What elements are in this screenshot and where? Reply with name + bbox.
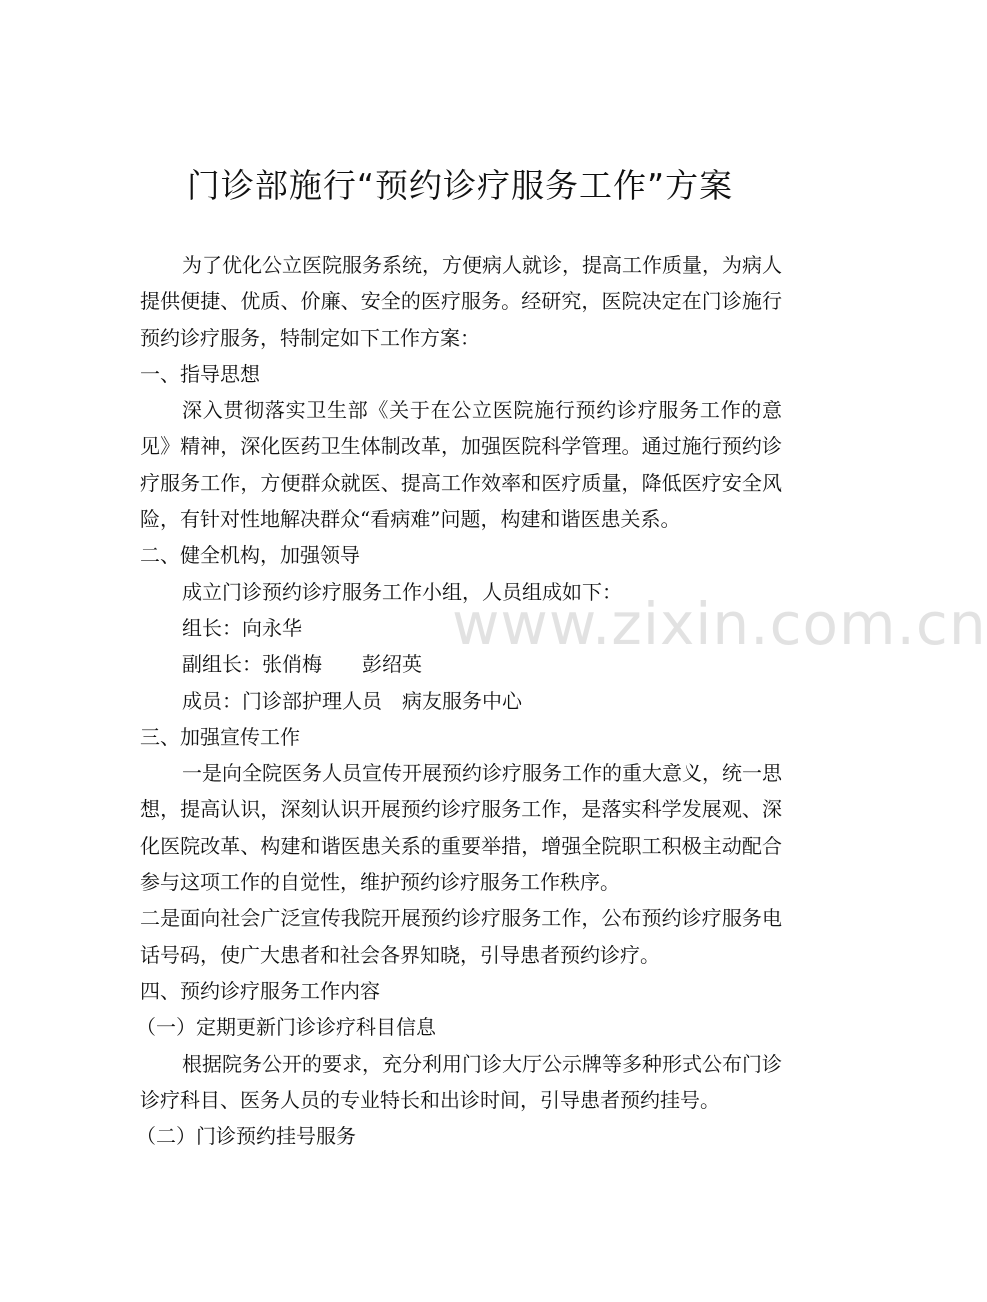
section-3-heading: 三、加强宣传工作 xyxy=(140,724,300,749)
section-3-paragraph-2: 二是面向社会广泛宣传我院开展预约诊疗服务工作，公布预约诊疗服务电话号码，使广大患者和社会各界知晓，引导患者预约诊疗。 xyxy=(140,906,782,967)
section-1-heading: 一、指导思想 xyxy=(140,361,260,386)
group-deputy: 副组长：张俏梅 彭绍英 xyxy=(182,652,422,677)
section-4-heading: 四、预约诊疗服务工作内容 xyxy=(140,978,380,1003)
section-2-intro: 成立门诊预约诊疗服务工作小组，人员组成如下： xyxy=(182,579,622,604)
subsection-1-paragraph: 根据院务公开的要求，充分利用门诊大厅公示牌等多种形式公布门诊诊疗科目、医务人员的专业特长和出诊时间，引导患者预约挂号。 xyxy=(140,1051,782,1112)
group-members: 成员：门诊部护理人员 病友服务中心 xyxy=(182,688,522,713)
group-leader: 组长：向永华 xyxy=(182,615,302,640)
section-2-heading: 二、健全机构，加强领导 xyxy=(140,543,360,568)
section-3-paragraph-1: 一是向全院医务人员宣传开展预约诊疗服务工作的重大意义，统一思想，提高认识，深刻认识开展预约诊疗服务工作，是落实科学发展观、深化医院改革、构建和谐医患关系的重要举措，增强全院职工积极主动配合参与这项工作的自觉性，维护预约诊疗服务工作秩序。 xyxy=(140,761,782,895)
section-1-paragraph: 深入贯彻落实卫生部《关于在公立医院施行预约诊疗服务工作的意见》精神，深化医药卫生体制改革，加强医院科学管理。通过施行预约诊疗服务工作，方便群众就医、提高工作效率和医疗质量，降低医疗安全风险，有针对性地解决群众“看病难”问题，构建和谐医患关系。 xyxy=(140,398,782,532)
document-title: 门诊部施行“预约诊疗服务工作”方案 xyxy=(186,166,734,205)
intro-paragraph: 为了优化公立医院服务系统，方便病人就诊，提高工作质量，为病人提供便捷、优质、价廉、安全的医疗服务。经研究，医院决定在门诊施行预约诊疗服务，特制定如下工作方案： xyxy=(140,253,782,350)
document-body xyxy=(136,247,782,1154)
watermark: www.zixin.com.cn xyxy=(452,590,987,658)
subsection-2-heading: （二）门诊预约挂号服务 xyxy=(136,1124,356,1149)
subsection-1-heading: （一）定期更新门诊诊疗科目信息 xyxy=(136,1015,436,1040)
